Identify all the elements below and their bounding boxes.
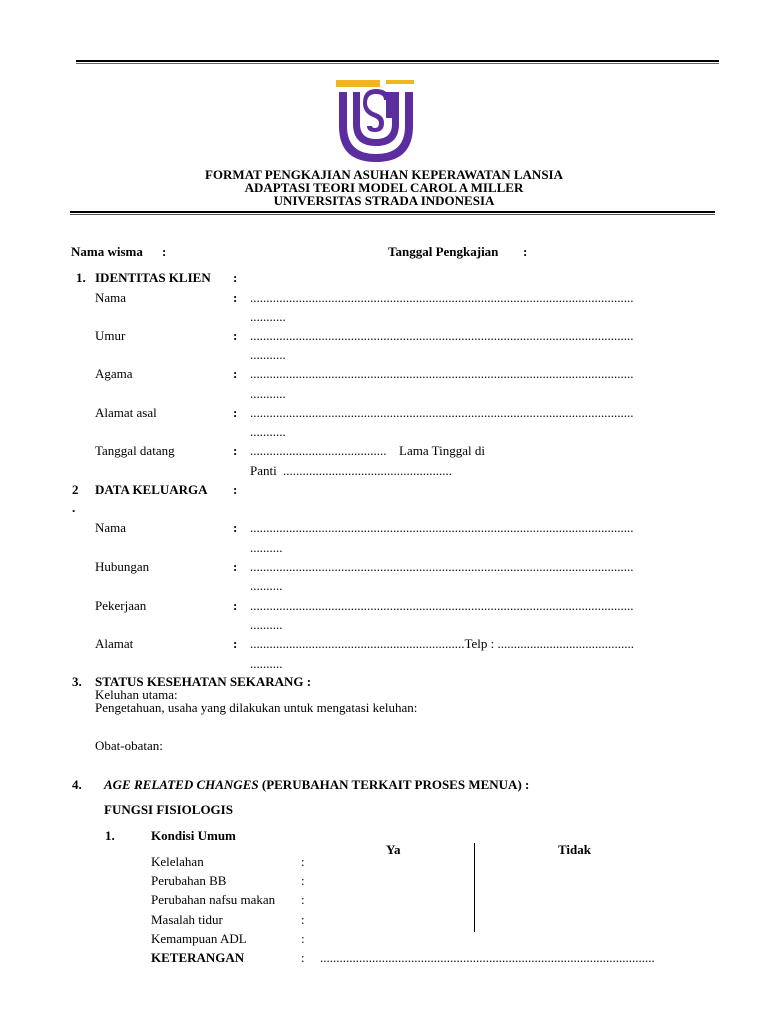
field-label: Umur bbox=[95, 328, 126, 343]
header-rule-thin bbox=[70, 214, 715, 215]
section2-colon: : bbox=[233, 482, 238, 497]
section2-number: 2 bbox=[72, 482, 79, 497]
obat-obatan-label: Obat-obatan: bbox=[95, 738, 163, 753]
field-dots: ...................................................................................................................... bbox=[250, 328, 634, 343]
field-dots-continued: ........... bbox=[250, 347, 286, 362]
row-label: Perubahan nafsu makan bbox=[151, 892, 276, 907]
pengetahuan-label: Pengetahuan, usaha yang dilakukan untuk mengatasi keluhan: bbox=[95, 700, 418, 715]
row-label: Perubahan BB bbox=[151, 873, 227, 888]
field-colon: : bbox=[233, 328, 238, 343]
field-colon: : bbox=[233, 559, 238, 574]
panti-dots: .................................................... bbox=[283, 463, 452, 478]
university-logo bbox=[333, 76, 419, 166]
field-colon: : bbox=[233, 598, 238, 613]
field-colon: : bbox=[233, 520, 238, 535]
panti-label: Panti bbox=[250, 463, 277, 478]
row-label: Kelelahan bbox=[151, 854, 204, 869]
row-colon: : bbox=[301, 931, 305, 946]
field-label: Hubungan bbox=[95, 559, 150, 574]
field-dots-continued: ........... bbox=[250, 424, 286, 439]
field-colon: : bbox=[233, 405, 238, 420]
lama-tinggal-label: Lama Tinggal di bbox=[399, 443, 485, 458]
fungsi-fisiologis-heading: FUNGSI FISIOLOGIS bbox=[104, 802, 233, 817]
row-colon: : bbox=[301, 912, 305, 927]
field-label: Tanggal datang bbox=[95, 443, 175, 458]
field-dots: ...................................................................................................................... bbox=[250, 598, 634, 613]
keluhan-utama-label: Keluhan utama: bbox=[95, 687, 178, 702]
keterangan-dots: ....................................................................................................... bbox=[320, 950, 655, 965]
field-dots-continued: .......... bbox=[250, 617, 283, 632]
field-label: Agama bbox=[95, 366, 133, 381]
field-colon: : bbox=[233, 290, 238, 305]
form-title-line1: FORMAT PENGKAJIAN ASUHAN KEPERAWATAN LANSIA bbox=[204, 167, 563, 182]
field-dots: ...................................................................................................................... bbox=[250, 520, 634, 535]
section1-title: IDENTITAS KLIEN bbox=[95, 270, 211, 285]
form-title-line3: UNIVERSITAS STRADA INDONESIA bbox=[273, 193, 495, 208]
tanggal-pengkajian-colon: : bbox=[523, 244, 528, 259]
field-dots: .......................................... bbox=[250, 443, 387, 458]
row-colon: : bbox=[301, 854, 305, 869]
field-dots: ...................................................................................................................... bbox=[250, 290, 634, 305]
top-rule bbox=[76, 60, 719, 62]
field-dots: ...................................................................................................................... bbox=[250, 405, 634, 420]
top-rule-thin bbox=[76, 63, 719, 64]
field-label: Pekerjaan bbox=[95, 598, 147, 613]
field-label: Nama bbox=[95, 520, 127, 535]
section4-title bbox=[104, 777, 529, 792]
field-colon: : bbox=[233, 366, 238, 381]
field-dots-continued: .......... bbox=[250, 540, 283, 555]
keterangan-label: KETERANGAN bbox=[151, 950, 245, 965]
field-dots: ...................................................................................................................... bbox=[250, 366, 634, 381]
nama-wisma-label: Nama wisma bbox=[71, 244, 143, 259]
form-title-line2: ADAPTASI TEORI MODEL CAROL A MILLER bbox=[244, 180, 524, 195]
section3-number: 3. bbox=[72, 674, 82, 689]
header-rule bbox=[70, 211, 715, 213]
field-dots-continued: .......... bbox=[250, 656, 283, 671]
field-dots: ...................................................................................................................... bbox=[250, 559, 634, 574]
row-label: Masalah tidur bbox=[151, 912, 223, 927]
row-label: Kemampuan ADL bbox=[151, 931, 247, 946]
section2-title: DATA KELUARGA bbox=[95, 482, 208, 497]
alamat-telp-dots: ..................................................................Telp : .......................................... bbox=[250, 636, 635, 651]
section4-title-italic: AGE RELATED CHANGES bbox=[104, 777, 259, 792]
kondisi-umum-number: 1. bbox=[105, 828, 115, 843]
section3-title: STATUS KESEHATAN SEKARANG : bbox=[95, 674, 312, 689]
column-header-tidak: Tidak bbox=[558, 842, 592, 857]
row-colon: : bbox=[301, 892, 305, 907]
tanggal-pengkajian-label: Tanggal Pengkajian bbox=[388, 244, 499, 259]
field-dots-continued: ........... bbox=[250, 386, 286, 401]
section1-colon: : bbox=[233, 270, 238, 285]
field-dots-continued: .......... bbox=[250, 578, 283, 593]
field-label: Nama bbox=[95, 290, 127, 305]
section4-number: 4. bbox=[72, 777, 82, 792]
keterangan-colon: : bbox=[301, 950, 305, 965]
column-divider bbox=[474, 843, 475, 932]
field-label: Alamat asal bbox=[95, 405, 157, 420]
row-colon: : bbox=[301, 873, 305, 888]
field-colon: : bbox=[233, 443, 238, 458]
field-dots-continued: ........... bbox=[250, 309, 286, 324]
section4-title-rest: (PERUBAHAN TERKAIT PROSES MENUA) : bbox=[258, 777, 530, 792]
field-label: Alamat bbox=[95, 636, 134, 651]
column-header-ya: Ya bbox=[386, 842, 401, 857]
field-colon: : bbox=[233, 636, 238, 651]
nama-wisma-colon: : bbox=[162, 244, 167, 259]
kondisi-umum-title: Kondisi Umum bbox=[151, 828, 236, 843]
section2-number-dot: . bbox=[72, 500, 76, 515]
section1-number: 1. bbox=[76, 270, 86, 285]
